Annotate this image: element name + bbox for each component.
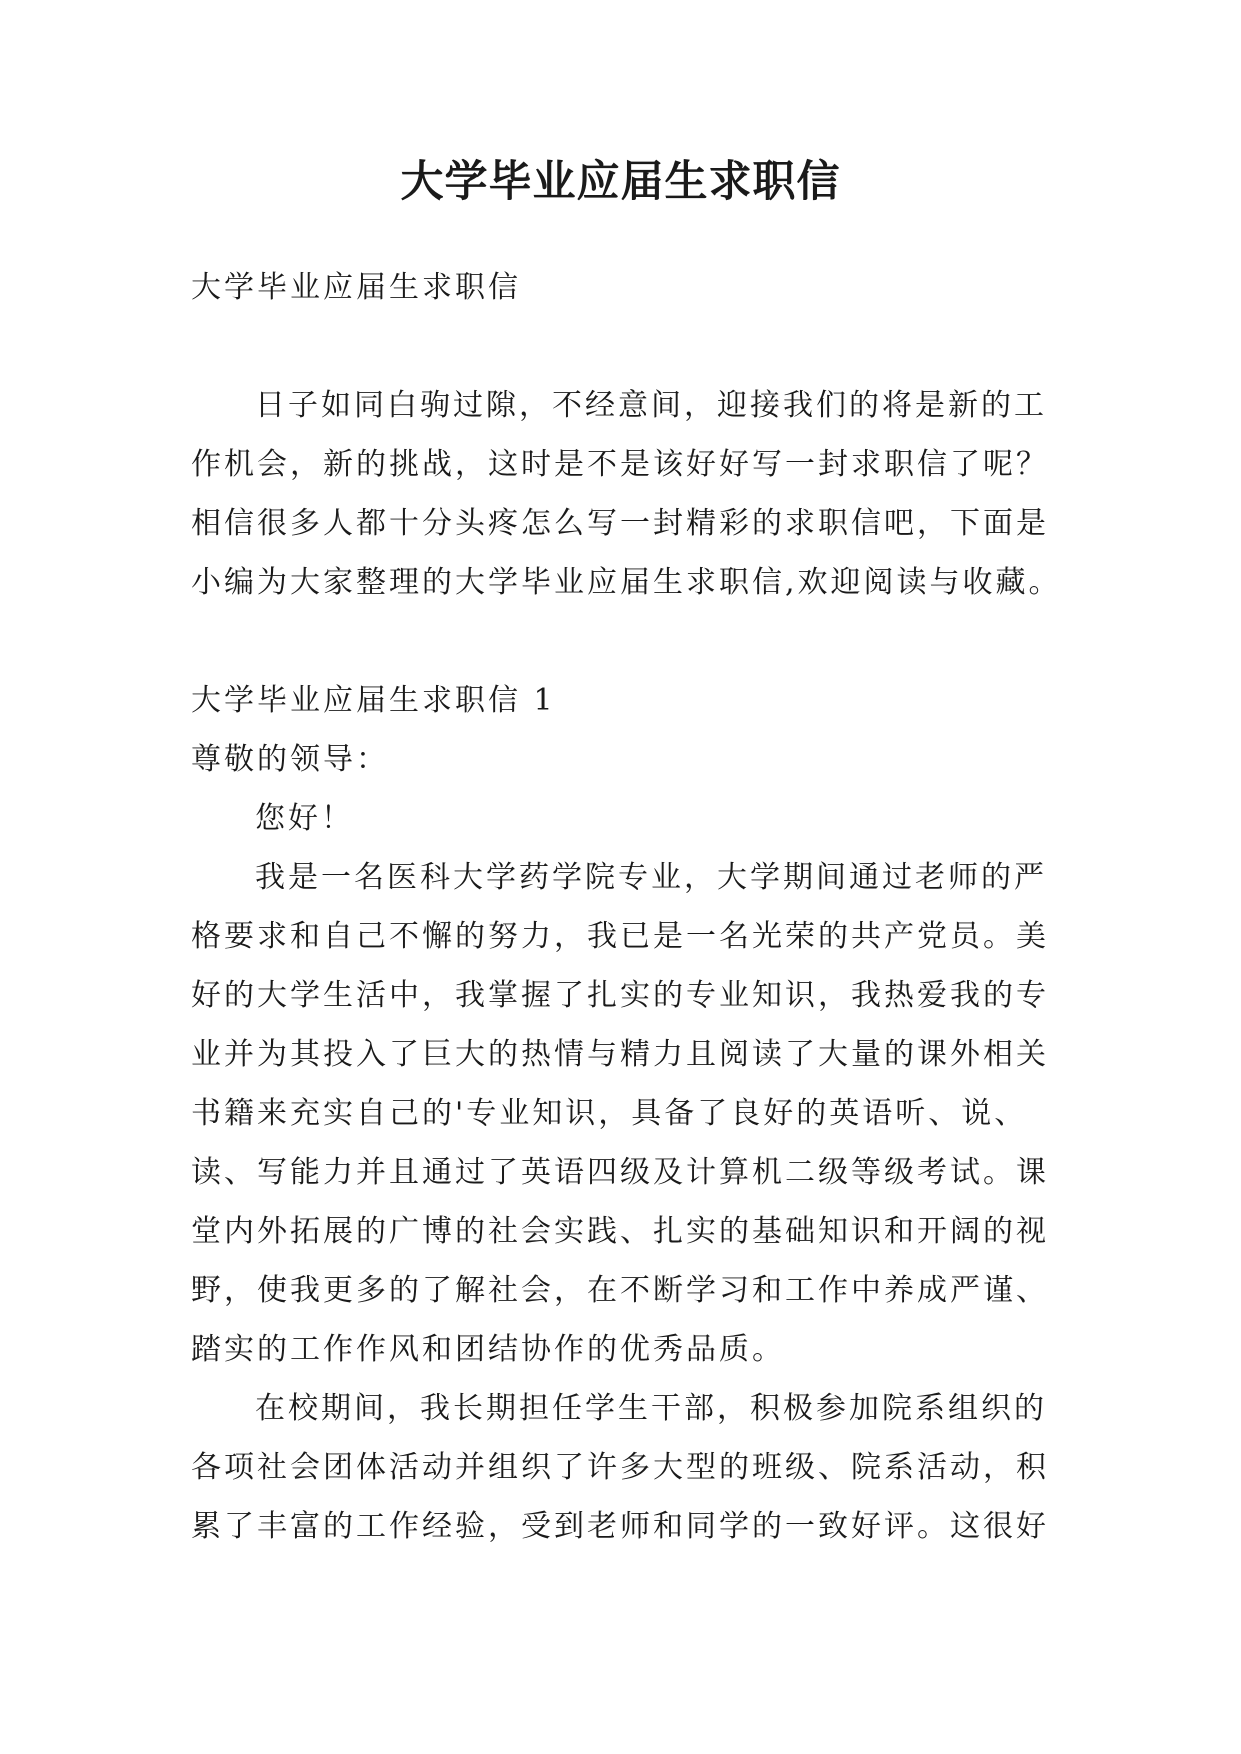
- greeting: 您好！: [255, 801, 354, 836]
- document-subtitle: 大学毕业应届生求职信: [191, 270, 521, 305]
- body-paragraph: 在校期间，我长期担任学生干部，积极参加院系组织的各项社会团体活动并组织了许多大型的班级、院系活动，积累了丰富的工作经验，受到老师和同学的一致好评。这很好: [191, 1391, 1049, 1544]
- section-heading: 大学毕业应届生求职信 1: [191, 683, 556, 718]
- document-body: [191, 258, 1071, 1556]
- salutation: 尊敬的领导：: [191, 742, 389, 777]
- body-paragraph: 我是一名医科大学药学院专业，大学期间通过老师的严格要求和自己不懈的努力，我已是一名光荣的共产党员。美好的大学生活中，我掌握了扎实的专业知识，我热爱我的专业并为其投入了巨大的热情与精力且阅读了大量的课外相关书籍来充实自己的'专业知识，具备了良好的英语听、说、读、写能力并且通过了英语四级及计算机二级等级考试。课堂内外拓展的广博的社会实践、扎实的基础知识和开阔的视野，使我更多的了解社会，在不断学习和工作中养成严谨、踏实的工作作风和团结协作的优秀品质。: [191, 860, 1049, 1367]
- document-title: 大学毕业应届生求职信: [400, 157, 841, 207]
- intro-paragraph: 日子如同白驹过隙，不经意间，迎接我们的将是新的工作机会，新的挑战，这时是不是该好好写一封求职信了呢？相信很多人都十分头疼怎么写一封精彩的求职信吧，下面是小编为大家整理的大学毕业应届生求职信,欢迎阅读与收藏。: [191, 388, 1062, 600]
